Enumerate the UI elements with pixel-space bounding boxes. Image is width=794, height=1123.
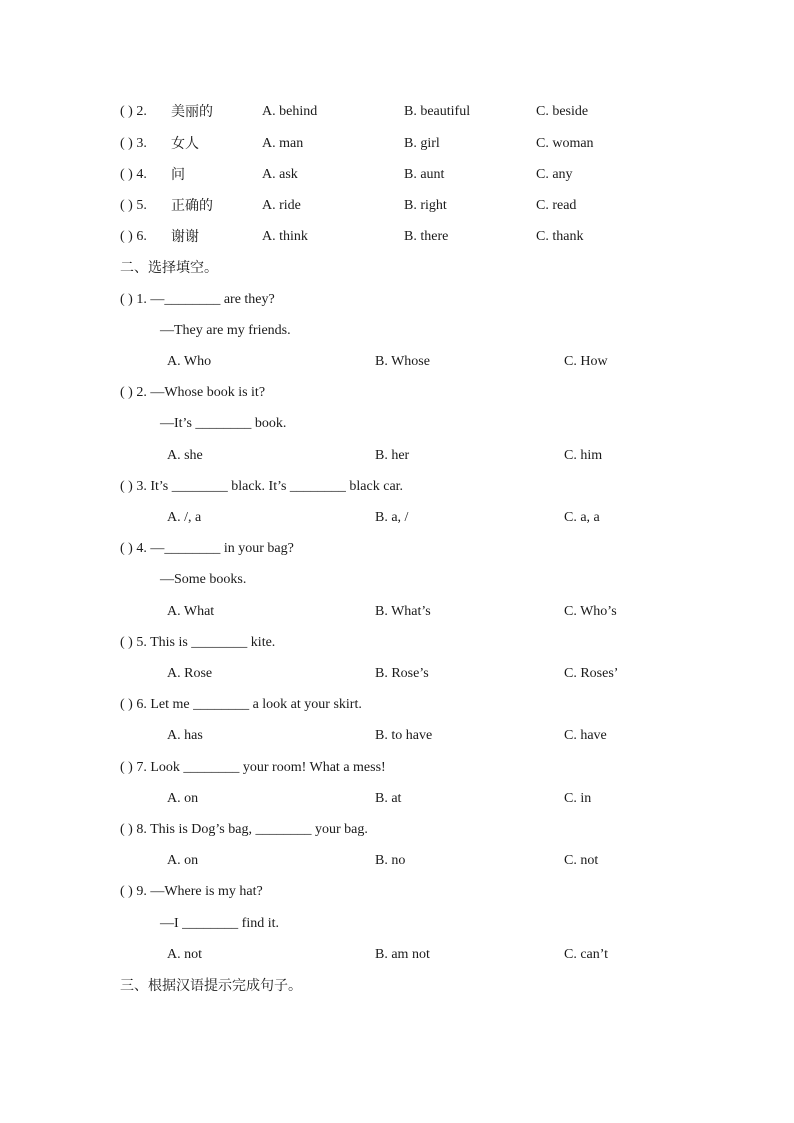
question-number: ( ) 5. xyxy=(120,198,147,213)
vocab-item xyxy=(0,100,794,124)
option-a: A. Who xyxy=(167,354,212,369)
vocab-item xyxy=(0,225,794,249)
option-b: B. am not xyxy=(375,947,430,962)
question-text: ( ) 7. Look ________ your room! What a mess! xyxy=(120,760,386,775)
question-stem xyxy=(0,475,794,499)
question-number: ( ) 4. xyxy=(120,167,147,182)
option-c: C. have xyxy=(564,728,607,743)
question-stem xyxy=(0,537,794,561)
option-b: B. at xyxy=(375,791,402,806)
question-stem xyxy=(0,693,794,717)
reply-text: —Some books. xyxy=(160,572,247,587)
question-text: ( ) 2. —Whose book is it? xyxy=(120,385,266,400)
option-a: A. on xyxy=(167,791,199,806)
reply-text: —It’s ________ book. xyxy=(160,416,287,431)
question-number: ( ) 2. xyxy=(120,104,147,119)
option-a: A. behind xyxy=(262,104,318,119)
option-c: C. a, a xyxy=(564,510,600,525)
option-b: B. her xyxy=(375,448,410,463)
question-text: ( ) 9. —Where is my hat? xyxy=(120,884,263,899)
option-a: A. ride xyxy=(262,198,301,213)
reply-text: —They are my friends. xyxy=(160,323,291,338)
chinese-word: 女人 xyxy=(171,136,199,152)
option-b: B. girl xyxy=(404,136,440,151)
question-text: ( ) 4. —________ in your bag? xyxy=(120,541,294,556)
question-reply xyxy=(0,412,794,436)
reply-text: —I ________ find it. xyxy=(160,916,279,931)
question-number: ( ) 3. xyxy=(120,136,147,151)
option-b: B. aunt xyxy=(404,167,445,182)
option-c: C. him xyxy=(564,448,603,463)
vocab-item xyxy=(0,132,794,156)
question-text: ( ) 8. This is Dog’s bag, ________ your bag. xyxy=(120,822,368,837)
option-b: B. right xyxy=(404,198,447,213)
option-b: B. a, / xyxy=(375,510,409,525)
question-options xyxy=(0,849,794,873)
option-c: C. in xyxy=(564,791,592,806)
chinese-word: 谢谢 xyxy=(171,229,199,245)
option-a: A. /, a xyxy=(167,510,202,525)
question-options xyxy=(0,444,794,468)
question-options xyxy=(0,506,794,530)
option-c: C. Who’s xyxy=(564,604,617,619)
option-c: C. thank xyxy=(536,229,584,244)
option-a: A. Rose xyxy=(167,666,213,681)
question-stem xyxy=(0,756,794,780)
option-b: B. Whose xyxy=(375,354,430,369)
section-heading xyxy=(0,256,794,280)
option-a: A. ask xyxy=(262,167,298,182)
question-stem xyxy=(0,880,794,904)
option-c: C. beside xyxy=(536,104,589,119)
question-options xyxy=(0,350,794,374)
vocab-item xyxy=(0,163,794,187)
question-reply xyxy=(0,568,794,592)
question-options xyxy=(0,943,794,967)
question-text: ( ) 3. It’s ________ black. It’s ________ black car. xyxy=(120,479,404,494)
option-a: A. has xyxy=(167,728,203,743)
vocab-item xyxy=(0,194,794,218)
question-stem xyxy=(0,381,794,405)
option-a: A. What xyxy=(167,604,215,619)
option-c: C. not xyxy=(564,853,599,868)
question-options xyxy=(0,600,794,624)
option-b: B. Rose’s xyxy=(375,666,429,681)
option-c: C. read xyxy=(536,198,577,213)
option-a: A. she xyxy=(167,448,203,463)
chinese-word: 美丽的 xyxy=(171,104,213,120)
option-b: B. no xyxy=(375,853,406,868)
question-reply xyxy=(0,319,794,343)
question-reply xyxy=(0,912,794,936)
option-a: A. not xyxy=(167,947,202,962)
option-a: A. think xyxy=(262,229,308,244)
option-b: B. there xyxy=(404,229,449,244)
question-stem xyxy=(0,818,794,842)
chinese-word: 问 xyxy=(171,167,185,183)
section-2-title: 二、选择填空。 xyxy=(120,260,218,276)
question-stem xyxy=(0,288,794,312)
option-c: C. Roses’ xyxy=(564,666,619,681)
question-options xyxy=(0,787,794,811)
question-text: ( ) 1. —________ are they? xyxy=(120,292,275,307)
option-c: C. woman xyxy=(536,136,594,151)
option-b: B. What’s xyxy=(375,604,431,619)
question-text: ( ) 6. Let me ________ a look at your skirt. xyxy=(120,697,362,712)
option-b: B. to have xyxy=(375,728,433,743)
section-heading xyxy=(0,974,794,998)
option-c: C. any xyxy=(536,167,573,182)
option-a: A. man xyxy=(262,136,304,151)
question-options xyxy=(0,662,794,686)
question-stem xyxy=(0,631,794,655)
section-3-title: 三、根据汉语提示完成句子。 xyxy=(120,978,302,994)
option-b: B. beautiful xyxy=(404,104,471,119)
option-c: C. How xyxy=(564,354,608,369)
question-text: ( ) 5. This is ________ kite. xyxy=(120,635,276,650)
option-a: A. on xyxy=(167,853,199,868)
question-options xyxy=(0,724,794,748)
question-number: ( ) 6. xyxy=(120,229,147,244)
chinese-word: 正确的 xyxy=(171,198,213,214)
option-c: C. can’t xyxy=(564,947,609,962)
